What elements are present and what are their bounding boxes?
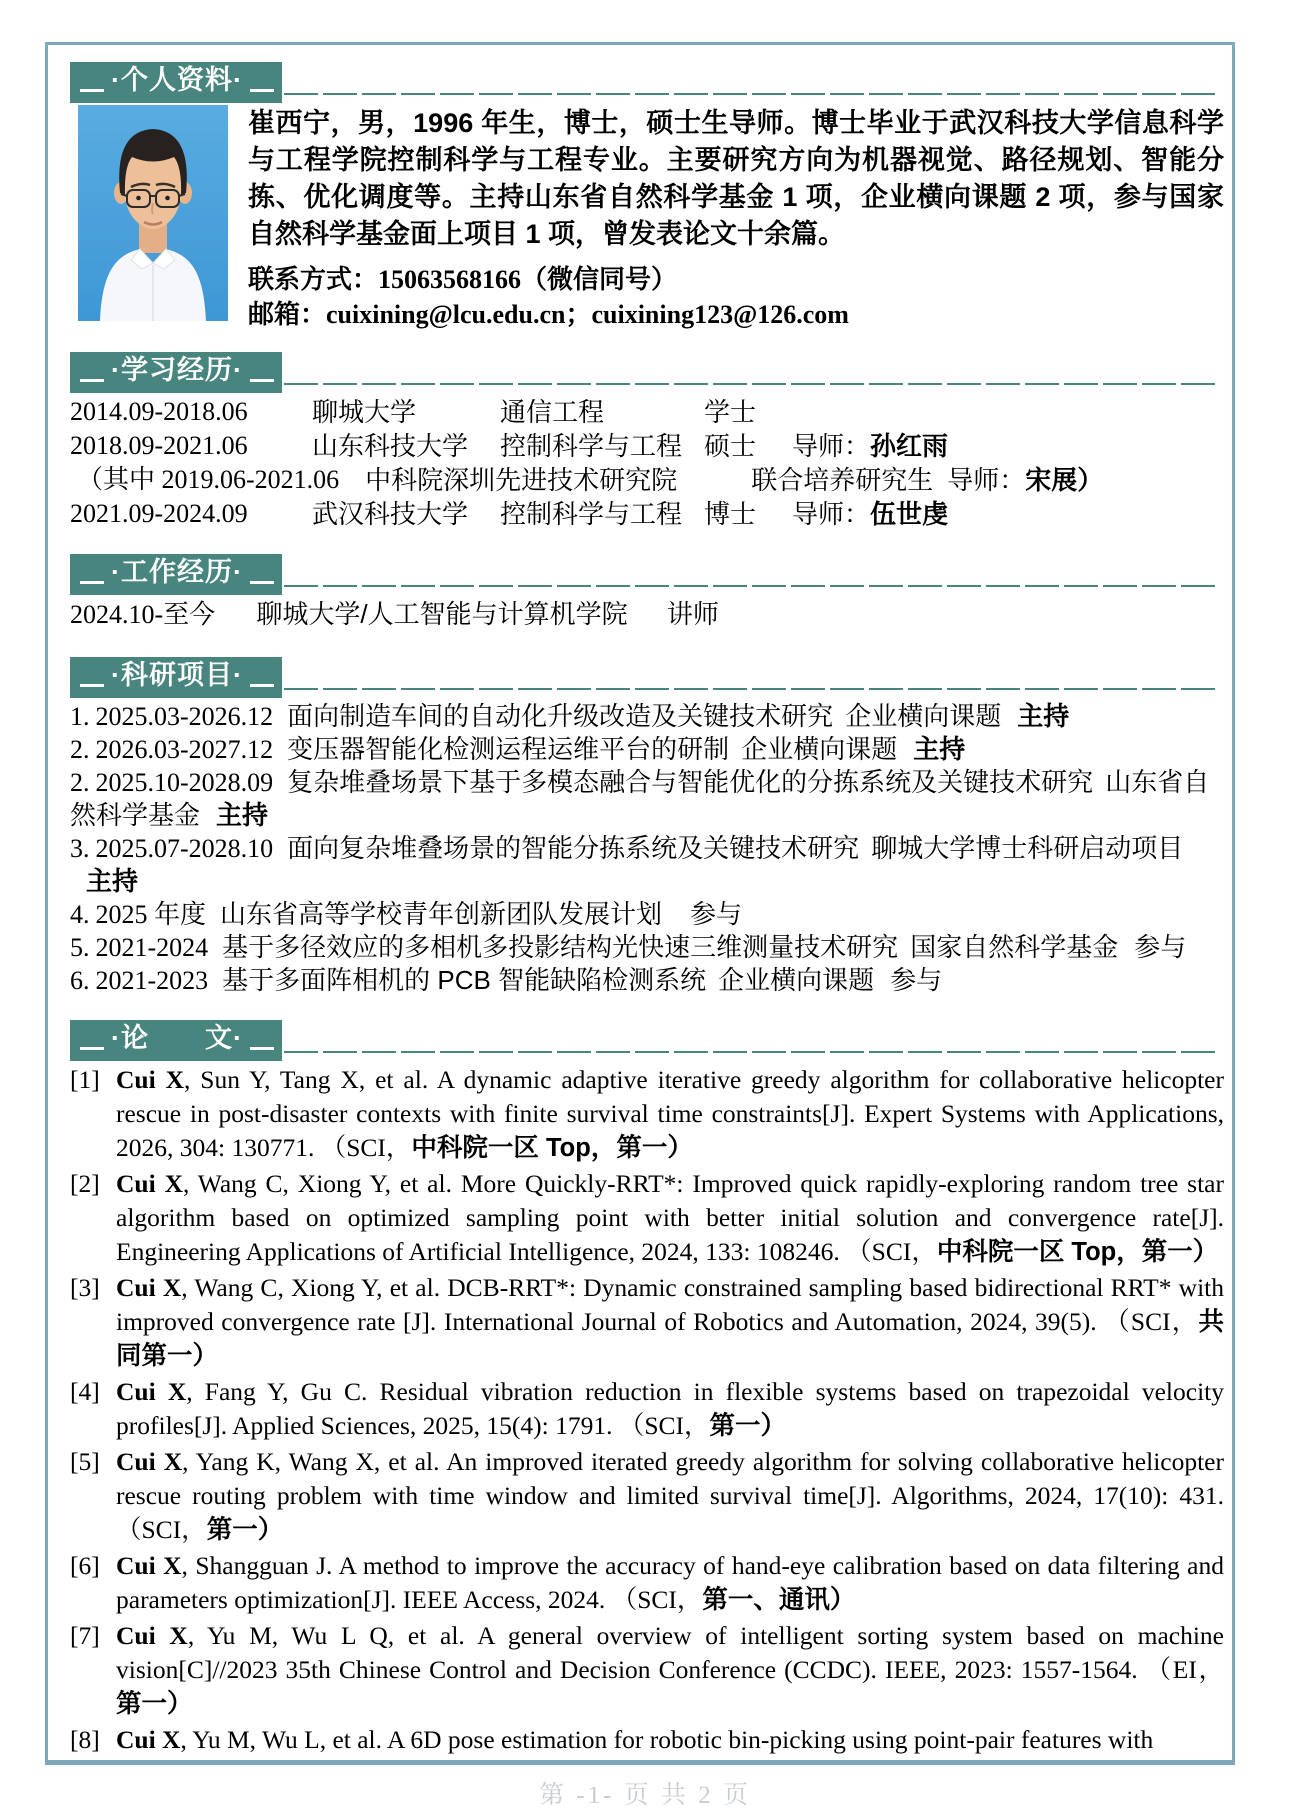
- publication-number: [5]: [70, 1447, 100, 1476]
- work-organization: 聊城大学/人工智能与计算机学院: [256, 599, 628, 629]
- profile-text-column: [248, 105, 1224, 331]
- joint-institute: 中科院深圳先进技术研究院: [365, 465, 678, 495]
- education-header-badge: [70, 352, 282, 393]
- joint-type: 联合培养研究生: [751, 465, 934, 495]
- edu-advisor: 导师：孙红雨: [792, 431, 949, 461]
- page-border-frame: [45, 42, 1235, 1765]
- edu-degree: 学士: [704, 397, 757, 427]
- joint-advisor: 导师：宋展）: [947, 465, 1104, 495]
- publication-item: [8] Cui X, Yu M, Wu L, et al. A 6D pose estimation for robotic bin-picking using point-pair features with: [70, 1723, 1224, 1757]
- publication-number: [4]: [70, 1377, 100, 1406]
- education-row: [70, 497, 1224, 531]
- header-rule: [282, 1015, 1224, 1061]
- work-header-badge: [70, 554, 282, 595]
- edu-degree: 硕士: [704, 431, 757, 461]
- contact-email-line: [248, 298, 1224, 331]
- project-item: 6. 2021-2023 基于多面阵相机的 PCB 智能缺陷检测系统 企业横向课题 参与: [70, 965, 943, 995]
- education-list: [70, 395, 1224, 531]
- id-photo-illustration: [78, 105, 228, 321]
- projects-header-badge: [70, 657, 282, 698]
- papers-header-badge: [70, 1020, 282, 1061]
- section-header-projects: [70, 652, 1224, 698]
- profile-header-badge: [70, 62, 282, 103]
- publication-item: [6] Cui X, Shangguan J. A method to improve the accuracy of hand-eye calibration based on data filtering and parameters optimization[J]. IEEE Access, 2024. （SCI，第一、通讯）: [70, 1551, 1224, 1614]
- edu-major: 控制科学与工程: [500, 499, 683, 529]
- project-item: 1. 2025.03-2026.12 面向制造车间的自动化升级改造及关键技术研究 企业横向课题 主持: [70, 701, 1070, 731]
- edu-period: 2014.09-2018.06: [70, 397, 248, 426]
- underscore-decoration: [250, 581, 274, 584]
- papers-header-label: ·论 文·: [111, 1023, 243, 1053]
- underscore-decoration: [250, 89, 274, 92]
- phone-number: 15063568166: [378, 265, 522, 294]
- profile-info-row: [70, 105, 1224, 331]
- phone-suffix: （微信同号）: [521, 264, 678, 294]
- publication-number: [6]: [70, 1551, 100, 1580]
- section-header-papers: [70, 1015, 1224, 1061]
- publication-number: [3]: [70, 1273, 100, 1302]
- publication-item: [4] Cui X, Fang Y, Gu C. Residual vibration reduction in flexible systems based on trapezoidal velocity profiles[J]. Applied Sciences, 2025, 15(4): 1791. （SCI，第一）: [70, 1377, 1224, 1440]
- work-header-label: ·工作经历·: [111, 557, 243, 587]
- underscore-decoration: [80, 379, 104, 382]
- underscore-decoration: [80, 1047, 104, 1050]
- edu-major: 控制科学与工程: [500, 431, 683, 461]
- underscore-decoration: [80, 581, 104, 584]
- edu-period: 2021.09-2024.09: [70, 499, 248, 528]
- education-row: [70, 395, 1224, 429]
- profile-header-label: ·个人资料·: [111, 65, 243, 95]
- project-item: 5. 2021-2024 基于多径效应的多相机多投影结构光快速三维测量技术研究 国家自然科学基金 参与: [70, 932, 1187, 962]
- education-row: [70, 429, 1224, 463]
- publication-item: [7] Cui X, Yu M, Wu L Q, et al. A general overview of intelligent sorting system based on machine vision[C]//2023 35th Chinese Control and Decision Conference (CCDC). IEEE, 2023: 1557-1564. （EI，第一）: [70, 1621, 1224, 1718]
- edu-school: 聊城大学: [312, 397, 417, 427]
- section-header-education: [70, 347, 1224, 393]
- section-header-profile: [70, 57, 1224, 103]
- contact-phone-line: [248, 263, 1224, 296]
- edu-advisor: 导师：伍世虔: [792, 499, 949, 529]
- underscore-decoration: [250, 1047, 274, 1050]
- joint-period: （其中 2019.06-2021.06: [77, 465, 340, 494]
- publication-number: [1]: [70, 1065, 100, 1094]
- underscore-decoration: [250, 379, 274, 382]
- underscore-decoration: [80, 89, 104, 92]
- profile-intro: 崔西宁，男，1996 年生，博士，硕士生导师。博士毕业于武汉科技大学信息科学与工程学院控制科学与工程专业。主要研究方向为机器视觉、路径规划、智能分拣、优化调度等。主持山东省自然科学基金 1 项，企业横向课题 2 项，参与国家自然科学基金面上项目 1 项，曾发表论文十余篇。: [248, 108, 1224, 249]
- projects-header-label: ·科研项目·: [111, 660, 243, 690]
- email-label: 邮箱：: [248, 299, 327, 329]
- project-item: 2. 2026.03-2027.12 变压器智能化检测运程运维平台的研制 企业横向课题 主持: [70, 734, 966, 764]
- publication-item: [3] Cui X, Wang C, Xiong Y, et al. DCB-RRT*: Dynamic constrained sampling based bidirectional RRT* with improved convergence rate [J]. International Journal of Robotics and Automation, 2024, 39(5). （SCI，共同第一）: [70, 1273, 1224, 1370]
- projects-list: [70, 700, 1224, 997]
- underscore-decoration: [80, 684, 104, 687]
- header-rule: [282, 652, 1224, 698]
- project-item: 3. 2025.07-2028.10 面向复杂堆叠场景的智能分拣系统及关键技术研究 聊城大学博士科研启动项目主持: [70, 833, 1184, 896]
- project-item: 4. 2025 年度 山东省高等学校青年创新团队发展计划 参与: [70, 899, 743, 929]
- header-rule: [282, 549, 1224, 595]
- publication-item: [5] Cui X, Yang K, Wang X, et al. An improved iterated greedy algorithm for solving collaborative helicopter rescue routing problem with time window and limited survival time[J]. Algorithms, 2024, 17(10): 431. （SCI，第一）: [70, 1447, 1224, 1544]
- publication-number: [7]: [70, 1621, 100, 1650]
- publications-list: [70, 1063, 1224, 1757]
- publication-number: [2]: [70, 1169, 100, 1198]
- education-header-label: ·学习经历·: [111, 355, 243, 385]
- edu-school: 武汉科技大学: [312, 499, 469, 529]
- publication-item: [2] Cui X, Wang C, Xiong Y, et al. More Quickly-RRT*: Improved quick rapidly-exploring random tree star algorithm based on optimized sampling point with better initial solution and convergence rate[J]. Engineering Applications of Artificial Intelligence, 2024, 133: 108246. （SCI，中科院一区 Top，第一）: [70, 1169, 1224, 1266]
- work-row: [70, 597, 1224, 632]
- id-photo: [78, 105, 228, 321]
- underscore-decoration: [250, 684, 274, 687]
- edu-period: 2018.09-2021.06: [70, 431, 248, 460]
- education-joint-training-note: [70, 463, 1224, 497]
- edu-school: 山东科技大学: [312, 431, 469, 461]
- publication-item: [1] Cui X, Sun Y, Tang X, et al. A dynamic adaptive iterative greedy algorithm for collaborative helicopter rescue in post-disaster contexts with finite survival time constraints[J]. Expert Systems with Applications, 2026, 304: 130771. （SCI，中科院一区 Top，第一）: [70, 1065, 1224, 1162]
- page-number-footer: 第 -1- 页 共 2 页: [539, 1782, 751, 1809]
- email-addresses: cuixining@lcu.edu.cn；cuixining123@126.com: [326, 300, 849, 329]
- contact-label: 联系方式：: [248, 264, 379, 294]
- project-item: 2. 2025.10-2028.09 复杂堆叠场景下基于多模态融合与智能优化的分拣系统及关键技术研究 山东省自然科学基金 主持: [70, 767, 1210, 830]
- edu-advisor: [792, 395, 1224, 429]
- edu-degree: 博士: [704, 499, 757, 529]
- publication-number: [8]: [70, 1725, 100, 1754]
- header-rule: [282, 57, 1224, 103]
- edu-major: 通信工程: [500, 397, 605, 427]
- work-period: 2024.10-至今: [70, 600, 216, 629]
- work-title: 讲师: [666, 599, 719, 629]
- header-rule: [282, 347, 1224, 393]
- section-header-work: [70, 549, 1224, 595]
